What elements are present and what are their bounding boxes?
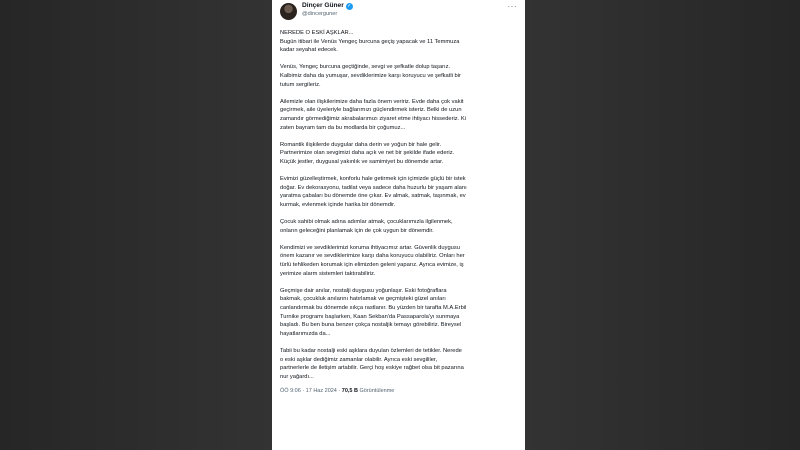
tweet-text-line: Çocuk sahibi olmak adına adımlar atmak, çocuklarımızla ilgilenmek, xyxy=(280,219,453,226)
tweet-text-line: Romantik ilişkilerde duygular daha derin ve yoğun bir hale gelir. xyxy=(280,141,442,148)
tweet-text-line: Kalbimiz daha da yumuşar, sevdiklerimize karşı koruyucu ve şefkatli bir xyxy=(280,72,461,79)
tweet-text-line: Ailemizle olan ilişkilerimize daha fazla önem veririz. Evde daha çok vakit xyxy=(280,98,464,105)
tweet-text-line: Turnike programı başlarken, Kaan Sekban'da Passaparola'yı sunmaya xyxy=(280,313,460,320)
tweet-text-line: NEREDE O ESKİ AŞKLAR... xyxy=(280,30,354,36)
tweet-text-line: hayatlarımızda da... xyxy=(280,330,331,337)
tweet-text-line: onların geleceğini planlamak için de çok uygun bir dönemdir. xyxy=(280,227,434,234)
views-label: Görüntülenme xyxy=(359,387,395,394)
tweet-text-line: kadar seyahat edecek. xyxy=(280,47,338,54)
tweet-text-line: yerimize alarm sistemleri taktırabiliriz. xyxy=(280,270,376,277)
views-count: 70,5 B xyxy=(341,387,358,394)
avatar[interactable] xyxy=(280,3,297,20)
tweet-paragraph xyxy=(280,175,517,209)
tweet-text-line: Evimizi güzelleştirmek, konforlu hale getirmek için içimizde güçlü bir istek xyxy=(280,176,466,183)
tweet-timestamp[interactable]: ÖÖ 9:06 · 17 Haz 2024 · xyxy=(280,387,341,394)
tweet-text-line: Kendimizi ve sevdiklerimizi koruma ihtiyacımız artar. Güvenlik duygusu xyxy=(280,244,460,251)
tweet-meta xyxy=(280,388,517,394)
tweet-text-line: tutum sergileriz. xyxy=(280,81,321,88)
tweet-text-line: Partnerimize olan sevgimizi daha açık ve net bir şekilde ifade ederiz. xyxy=(280,150,455,157)
author-name-row xyxy=(302,2,353,10)
tweet-text-line: zaten bayram tam da bu modlarda bir çoğumuz... xyxy=(280,124,406,131)
tweet-paragraph xyxy=(280,98,517,132)
tweet-paragraph xyxy=(280,347,517,381)
tweet-text-line: Geçmişe dair anılar, nostalji duygusu yoğunlaşır. Eski fotoğraflara xyxy=(280,287,447,294)
tweet-paragraph xyxy=(280,141,517,167)
tweet-paragraph xyxy=(280,29,517,55)
background-right xyxy=(525,0,800,450)
tweet-paragraph xyxy=(280,63,517,89)
author-handle[interactable]: @dincerguner xyxy=(302,11,338,17)
tweet-text-line: canlandırmak bu dönemde sıkça rastlanır. Bu yüzden bir tarafta M.A.Erbil xyxy=(280,305,467,311)
tweet-text-line: partnerlerle de iletişim artabilir. Gerçi hoş eskiye rağbet olsa bit pazarına xyxy=(280,365,464,372)
verified-badge-icon: ✓ xyxy=(347,2,352,9)
tweet-text-line: doğar. Ev dekorasyonu, tadilat veya sadece daha huzurlu bir yaşam alanı xyxy=(280,184,467,191)
tweet-card xyxy=(272,0,525,450)
author-info xyxy=(302,2,353,18)
tweet-text-line: başladı. Bu ben buna benzer çokça nostaljik temayı görebiliriz. Bireysel xyxy=(280,322,462,329)
tweet-text-line: bakmak, çocukluk anılarını hatırlamak ve geçmişteki güzel anıları xyxy=(280,296,446,303)
tweet-text-line: nur yağardı... xyxy=(280,373,314,380)
tweet-text-line: türlü tehlikeden korumak için elimizden geleni yaparız. Ayrıca evimize, iş xyxy=(280,262,464,269)
tweet-paragraph xyxy=(280,218,517,235)
tweet-text-line: önem kazanır ve sevdiklerimize karşı daha koruyucu olabiliriz. Onları her xyxy=(280,253,465,260)
background-left xyxy=(0,0,272,450)
tweet-text xyxy=(280,29,517,381)
tweet-text-line: Venüs, Yengeç burcuna geçtiğinde, sevgi ve şefkatle dolup taşarız. xyxy=(280,64,451,71)
author-name[interactable]: Dinçer Güner xyxy=(302,2,344,9)
tweet-text-line: geçirmek, aile üyeleriyle bağlarımızı güçlendirmek isteriz. Belki de uzun xyxy=(280,107,462,114)
tweet-text-line: Bugün itibari ile Venüs Yengeç burcuna geçiş yapacak ve 11 Temmuza xyxy=(280,38,460,45)
more-horizontal-icon[interactable]: ··· xyxy=(507,2,517,11)
tweet-paragraph xyxy=(280,287,517,339)
tweet-text-line: Tabii bu kadar nostalji eski aşklara duyulan özlemleri de tetikler. Nerede xyxy=(280,347,462,354)
tweet-text-line: yaratma çabaları bu dönemde öne çıkar. Ev almak, satmak, taşınmak, ev xyxy=(280,193,466,200)
tweet-paragraph xyxy=(280,244,517,278)
tweet-text-line: kurmak, evlenmek içinde harika bir dönemdir. xyxy=(280,201,396,208)
tweet-text-line: o eski aşklar dediğimiz zamanlar olabilir. Ayrıca eski sevgililer, xyxy=(280,356,438,363)
tweet-header xyxy=(280,2,517,26)
tweet-text-line: zamandır görmediğimiz akrabalarımızı ziyaret etme ihtiyacı hissederiz. Ki xyxy=(280,115,466,122)
tweet-text-line: Küçük jestler, duygusal yakınlık ve samimiyet bu dönemde artar. xyxy=(280,158,444,165)
